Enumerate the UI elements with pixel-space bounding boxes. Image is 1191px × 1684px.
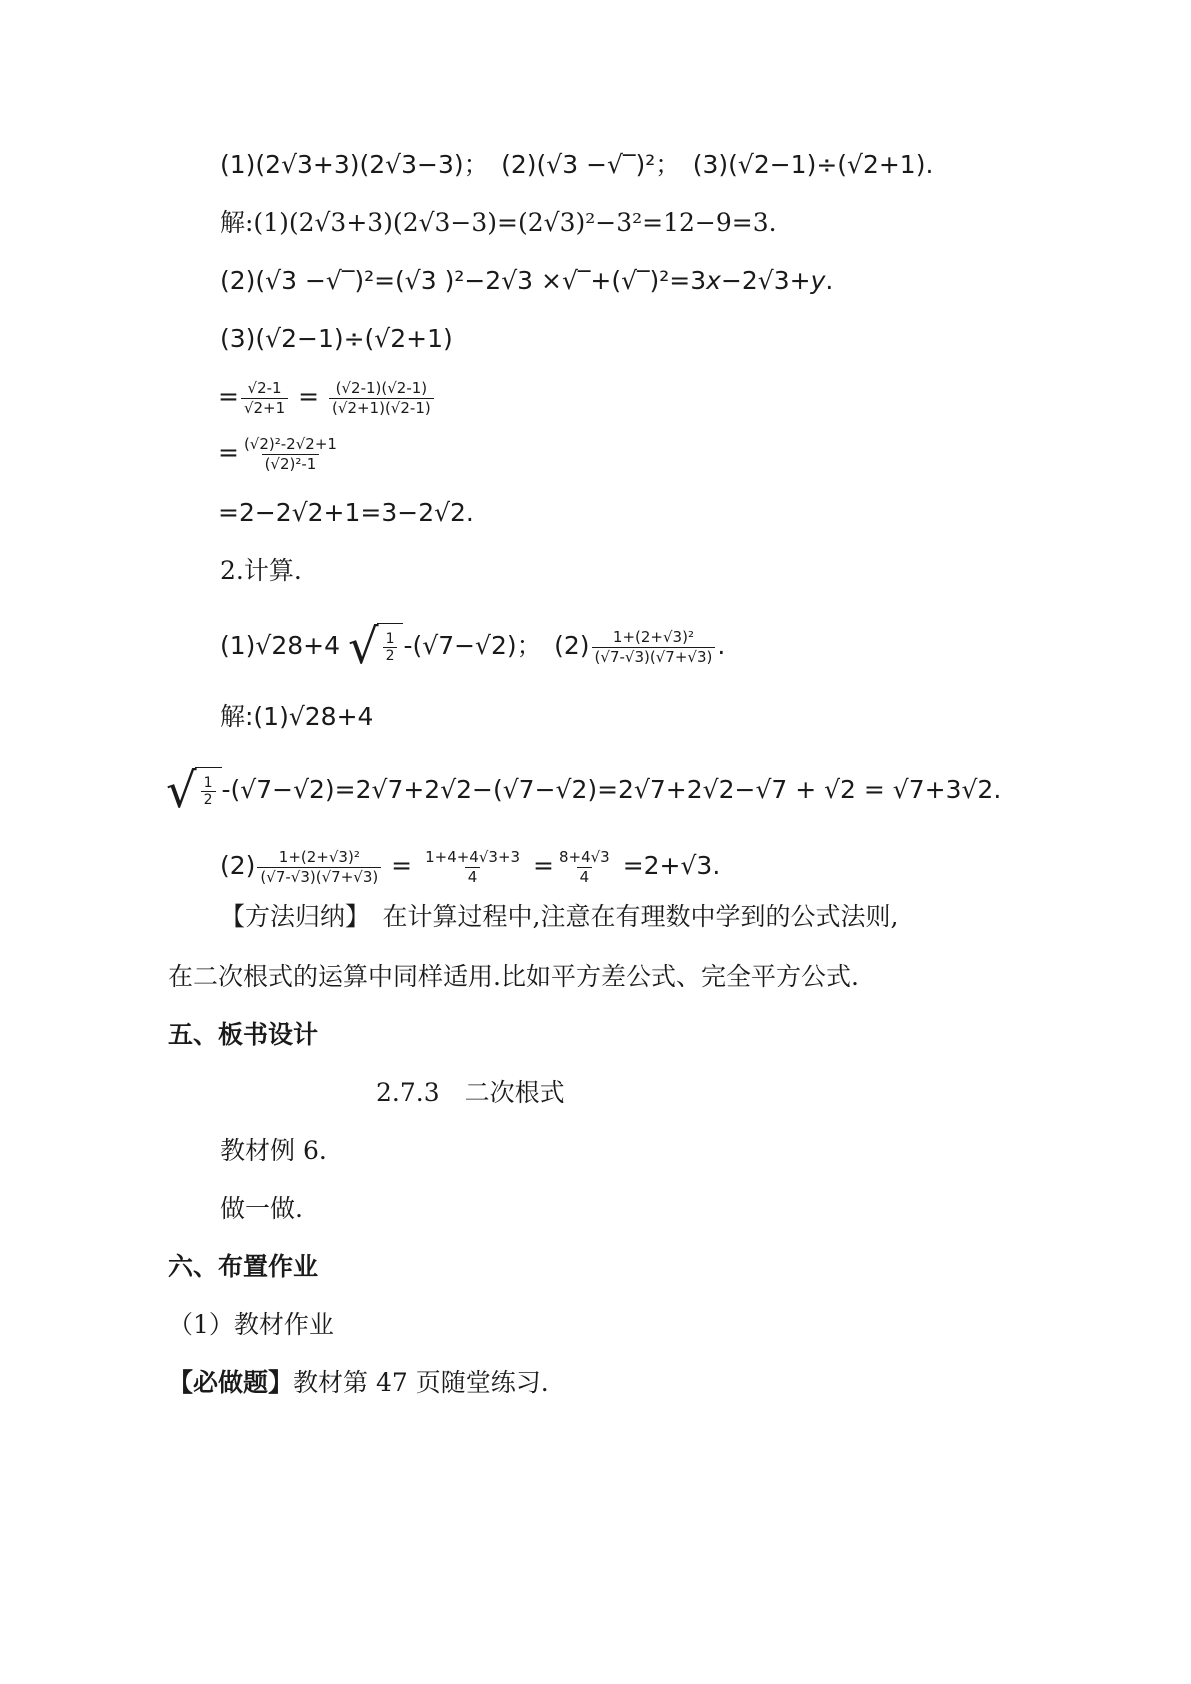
board-item-try: 做一做. (220, 1194, 303, 1223)
method-summary-continued: 在二次根式的运算中同样适用.比如平方差公式、完全平方公式. (168, 962, 859, 991)
homework-item-1: （1）教材作业 (168, 1310, 334, 1339)
board-item-example: 教材例 6. (220, 1136, 327, 1165)
solution-2-part1-continued: √ $\frac{1}{2}$ -(√7−√2)=2√7+2√2−(√7−√2)=2√7+2√2−√7 + √2 = √7+3√2. (166, 763, 1002, 819)
fraction: $\frac{8+4√3}{4}$ (558, 847, 610, 886)
fraction: $\frac{1+4+4√3+3}{4}$ (425, 847, 521, 886)
section-heading-5: 五、板书设计 (168, 1020, 319, 1049)
exercise-1-problems: (1)(2√3+3)(2√3−3)； (2)(√3 −√‾)²； (3)(√2−1)÷(√2+1). (220, 150, 934, 179)
solution-1-part3: (3)(√2−1)÷(√2+1) (220, 324, 453, 353)
fraction: $\frac{√2-1}{√2+1}$ (241, 379, 288, 418)
solution-1-part1: 解:(1)(2√3+3)(2√3−3)=(2√3)²−3²=12−9=3. (220, 208, 777, 237)
fraction-step-1: = $\frac{√2-1}{√2+1}$ = $\frac{(√2-1)(√2-1)}{(√2+1)(√2-1)}$ (218, 374, 436, 420)
fraction: $\frac{\text{1+(2+√3)²}}{(√7-√3)(√7+√3)}$ (592, 628, 716, 667)
radical: √ $\frac{1}{2}$ (348, 623, 404, 671)
board-design-title: 2.7.3 二次根式 (376, 1078, 565, 1107)
fraction: $\frac{\text{(√2)²-2√2+1}}{\text{(√2)²-1}}$ (243, 434, 337, 473)
exercise-2-problems: (1)√28+4 √ $\frac{1}{2}$ -(√7−√2)； (2) $\frac{\text{1+(2+√3)²}}{(√7-√3)(√7+√3)}$ . (220, 619, 726, 675)
solution-2-part2: (2) $\frac{\text{1+(2+√3)²}}{(√7-√3)(√7+√3)}$ = $\frac{1+4+4√3+3}{4}$ = $\frac{8+4√3}{4}$ =2+√3. (220, 847, 721, 886)
solution-2-part1-start: 解:(1)√28+4 (220, 702, 374, 731)
fraction-step-2: = $\frac{\text{(√2)²-2√2+1}}{\text{(√2)²-1}}$ (218, 430, 342, 476)
method-summary: 【方法归纳】 在计算过程中,注意在有理数中学到的公式法则, (220, 902, 899, 931)
fraction: $\frac{\text{1+(2+√3)²}}{(√7-√3)(√7+√3)}$ (257, 848, 381, 887)
fraction: $\frac{1}{2}$ (383, 631, 398, 664)
fraction-step-3: =2−2√2+1=3−2√2. (218, 498, 474, 527)
homework-required: 【必做题】教材第 47 页随堂练习. (168, 1368, 549, 1397)
exercise-2-heading: 2.计算. (220, 556, 302, 585)
section-heading-6: 六、布置作业 (168, 1252, 319, 1281)
radical: √ $\frac{1}{2}$ (166, 767, 222, 815)
fraction: $\frac{1}{2}$ (201, 775, 216, 808)
fraction: $\frac{(√2-1)(√2-1)}{(√2+1)(√2-1)}$ (329, 379, 434, 418)
solution-1-part2: (2)(√3 −√‾)²=(√3 )²−2√3 ×√‾+(√‾)²=3x−2√3+y. (220, 266, 834, 295)
